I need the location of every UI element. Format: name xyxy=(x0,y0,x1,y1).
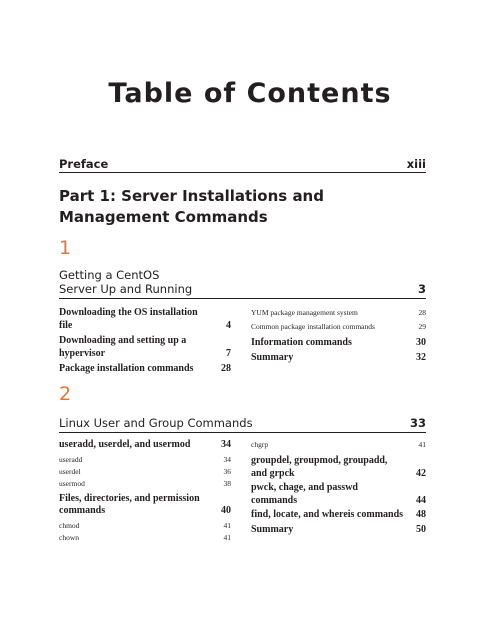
toc-entry-page: 7 xyxy=(226,347,231,359)
toc-entry-page: 34 xyxy=(223,454,231,464)
chapter-1-number: 1 xyxy=(59,237,72,259)
toc-entry-page: 41 xyxy=(418,440,426,449)
toc-entry-page: 32 xyxy=(416,351,426,363)
toc-entry[interactable] xyxy=(59,439,231,452)
toc-entry-text: Summary xyxy=(251,351,294,363)
toc-entry[interactable] xyxy=(59,532,231,544)
toc-entry[interactable] xyxy=(251,307,426,319)
toc-entry-text: Common package installation commands xyxy=(251,322,375,331)
toc-entry-text: useradd, userdel, and usermod xyxy=(59,439,191,450)
preface-rule xyxy=(59,172,426,173)
toc-entry-text: chmod xyxy=(59,520,80,530)
toc-entry[interactable] xyxy=(251,321,426,333)
chapter-1-right-column xyxy=(251,307,426,364)
toc-entry[interactable] xyxy=(59,335,231,360)
part-1-title-line-1: Part 1: Server Installations and xyxy=(59,187,324,205)
toc-entry-page: 38 xyxy=(223,478,231,488)
toc-entry-text: pwck, chage, and passwd commands xyxy=(251,482,358,506)
toc-entry-text: find, locate, and whereis commands xyxy=(251,509,404,520)
toc-entry-text: Files, directories, and permission commands xyxy=(59,492,200,516)
preface-label: Preface xyxy=(59,157,109,171)
toc-entry-page: 36 xyxy=(223,466,231,476)
toc-entry[interactable] xyxy=(251,337,426,350)
toc-entry[interactable] xyxy=(59,493,231,518)
toc-entry-page: 48 xyxy=(416,509,426,520)
toc-entry-page: 50 xyxy=(416,523,426,535)
chapter-1-left-column xyxy=(59,307,231,376)
toc-entry-text: Downloading and setting up a hypervisor xyxy=(59,335,187,359)
toc-entry-page: 40 xyxy=(221,505,231,516)
toc-entry-page: 34 xyxy=(221,439,231,450)
chapter-2-number: 2 xyxy=(59,383,72,405)
chapter-1-heading[interactable] xyxy=(59,268,426,296)
toc-entry[interactable] xyxy=(251,352,426,365)
toc-entry[interactable] xyxy=(59,478,231,490)
toc-entry[interactable] xyxy=(251,524,426,537)
toc-entry-page: 28 xyxy=(418,308,426,317)
part-1-title xyxy=(59,186,359,228)
toc-entry[interactable] xyxy=(59,454,231,466)
toc-entry-text: userdel xyxy=(59,466,81,476)
toc-entry-text: chgrp xyxy=(251,440,269,449)
toc-entry-text: Package installation commands xyxy=(59,363,194,374)
chapter-1-rule xyxy=(59,298,426,299)
part-1-title-line-2: Management Commands xyxy=(59,208,268,226)
toc-entry[interactable] xyxy=(59,520,231,532)
toc-entry[interactable] xyxy=(59,307,231,332)
toc-entry-text: chown xyxy=(59,532,79,542)
toc-entry-page: 42 xyxy=(416,467,426,479)
toc-entry-text: YUM package management system xyxy=(251,308,358,317)
chapter-1-page: 3 xyxy=(417,282,426,296)
toc-entry-text: Summary xyxy=(251,523,294,535)
toc-entry-page: 28 xyxy=(221,363,231,374)
chapter-2-rule xyxy=(59,432,426,433)
toc-entry-page: 41 xyxy=(223,532,231,542)
chapter-1-title-line-1: Getting a CentOS xyxy=(59,268,160,282)
toc-entry-page: 41 xyxy=(223,520,231,530)
preface-entry[interactable] xyxy=(59,157,426,171)
chapter-2-heading[interactable] xyxy=(59,416,426,430)
toc-entry[interactable] xyxy=(251,509,426,522)
toc-entry-page: 44 xyxy=(416,494,426,506)
toc-entry[interactable] xyxy=(251,455,426,480)
preface-page: xiii xyxy=(406,157,426,171)
toc-entry[interactable] xyxy=(59,466,231,478)
toc-entry[interactable] xyxy=(59,363,231,376)
toc-entry-text: useradd xyxy=(59,454,83,464)
page-title: Table of Contents xyxy=(108,78,392,109)
toc-entry-text: usermod xyxy=(59,478,85,488)
toc-entry[interactable] xyxy=(251,482,426,507)
toc-entry-page: 4 xyxy=(226,319,231,331)
toc-entry-text: groupdel, groupmod, groupadd, and grpck xyxy=(251,455,388,479)
chapter-2-title: Linux User and Group Commands xyxy=(59,416,253,430)
toc-entry-page: 30 xyxy=(416,337,426,348)
toc-entry[interactable] xyxy=(251,439,426,451)
chapter-2-right-column xyxy=(251,439,426,536)
chapter-2-page: 33 xyxy=(409,416,426,430)
toc-entry-page: 29 xyxy=(418,322,426,331)
chapter-2-left-column xyxy=(59,439,231,544)
toc-entry-text: Downloading the OS installation file xyxy=(59,307,198,331)
toc-entry-text: Information commands xyxy=(251,337,352,348)
chapter-1-title-line-2: Server Up and Running xyxy=(59,282,193,296)
